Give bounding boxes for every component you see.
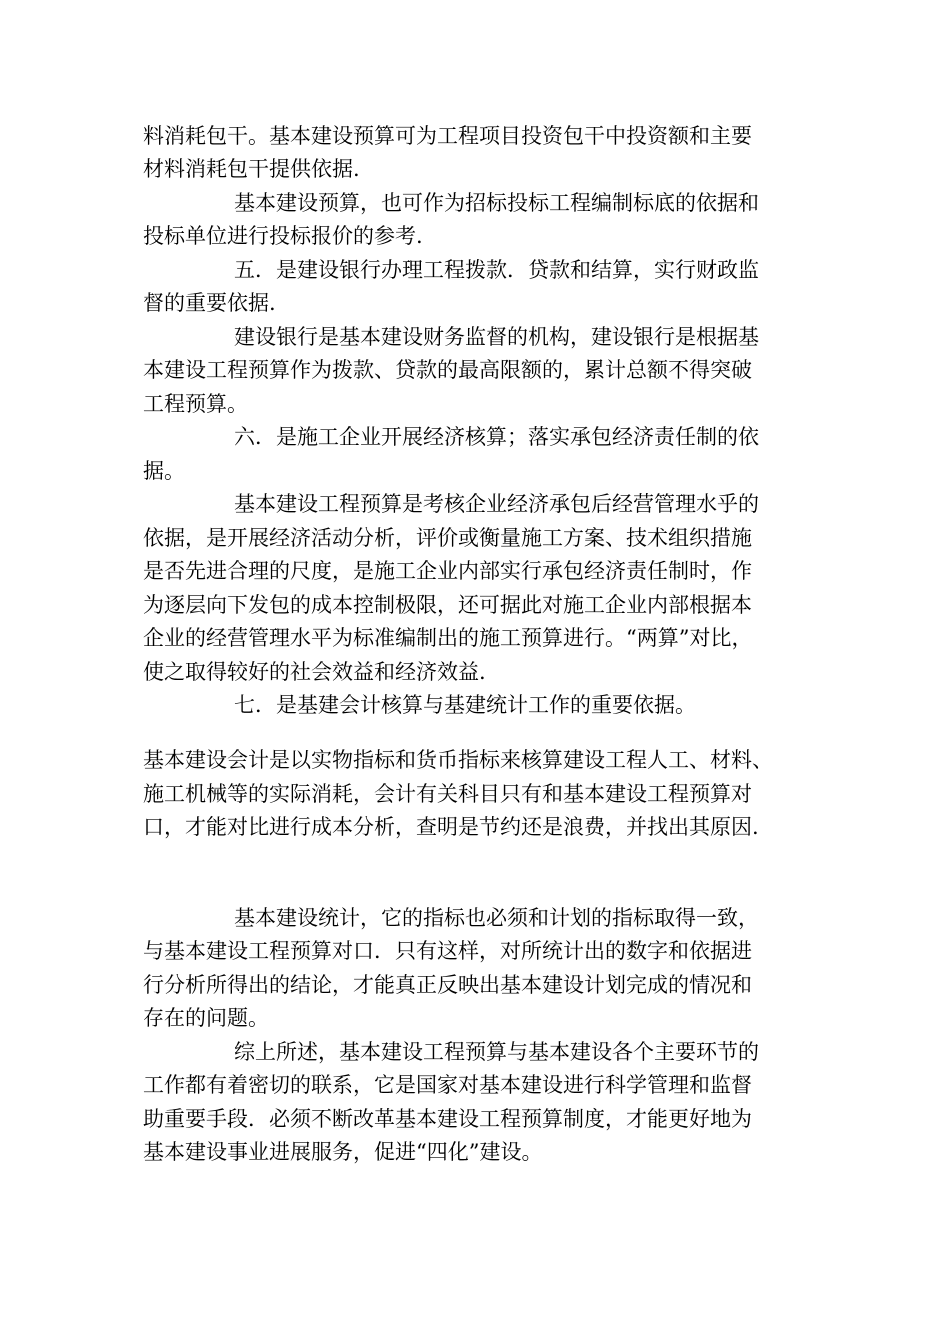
text-line: 五．是建设银行办理工程拨款．贷款和结算，实行财政监 <box>234 258 759 282</box>
text-line: 工作都有着密切的联系，它是国家对基本建设进行科学管理和监督 <box>143 1073 752 1097</box>
text-line: 是否先进合理的尺度，是施工企业内部实行承包经济责任制时，作 <box>143 559 752 583</box>
text-line: 材料消耗包干提供依据. <box>143 157 360 181</box>
text-line: 施工机械等的实际消耗，会计有关科目只有和基本建设工程预算对 <box>143 782 752 806</box>
text-line: 基本建设事业进展服务，促进“四化”建设。 <box>143 1140 543 1164</box>
text-line: 基本建设工程预算是考核企业经济承包后经营管理水乎的 <box>234 492 759 516</box>
text-line: 七．是基建会计核算与基建统计工作的重要依据。 <box>234 693 696 717</box>
text-line: 基本建设会计是以实物指标和货币指标来核算建设工程人工、材料、 <box>143 748 773 772</box>
text-line: 使之取得较好的社会效益和经济效益. <box>143 660 486 684</box>
text-line: 基本建设统计，它的指标也必须和计划的指标取得一致， <box>234 906 759 930</box>
text-line: 六．是施工企业开展经济核算；落实承包经济责任制的依 <box>234 425 759 449</box>
text-line: 建设银行是基本建设财务监督的机构，建设银行是根据基 <box>234 325 759 349</box>
text-line: 基本建设预算，也可作为招标投标工程编制标底的依据和 <box>234 191 759 215</box>
text-line: 据。 <box>143 459 185 483</box>
text-line: 投标单位进行投标报价的参考. <box>143 224 423 248</box>
text-line: 存在的问题。 <box>143 1006 269 1030</box>
text-line: 本建设工程预算作为拨款、贷款的最高限额的，累计总额不得突破 <box>143 358 752 382</box>
text-line: 督的重要依据. <box>143 291 276 315</box>
text-line: 料消耗包干。基本建设预算可为工程项目投资包干中投资额和主要 <box>143 124 752 148</box>
text-line: 依据，是开展经济活动分析，评价或衡量施工方案、技术组织措施 <box>143 526 752 550</box>
text-line: 助重要手段．必须不断改革基本建设工程预算制度，才能更好地为 <box>143 1107 752 1131</box>
text-line: 企业的经营管理水平为标准编制出的施工预算进行。“两算”对比， <box>143 626 753 650</box>
text-line: 工程预算。 <box>143 392 248 416</box>
text-line: 口，才能对比进行成本分析，查明是节约还是浪费，并找出其原因. <box>143 815 759 839</box>
text-line: 行分析所得出的结论，才能真正反映出基本建设计划完成的情况和 <box>143 973 752 997</box>
text-line: 综上所述，基本建设工程预算与基本建设各个主要环节的 <box>234 1040 759 1064</box>
text-line: 为逐层向下发包的成本控制极限，还可据此对施工企业内部根据本 <box>143 593 752 617</box>
text-line: 与基本建设工程预算对口．只有这样，对所统计出的数字和依据进 <box>143 939 752 963</box>
